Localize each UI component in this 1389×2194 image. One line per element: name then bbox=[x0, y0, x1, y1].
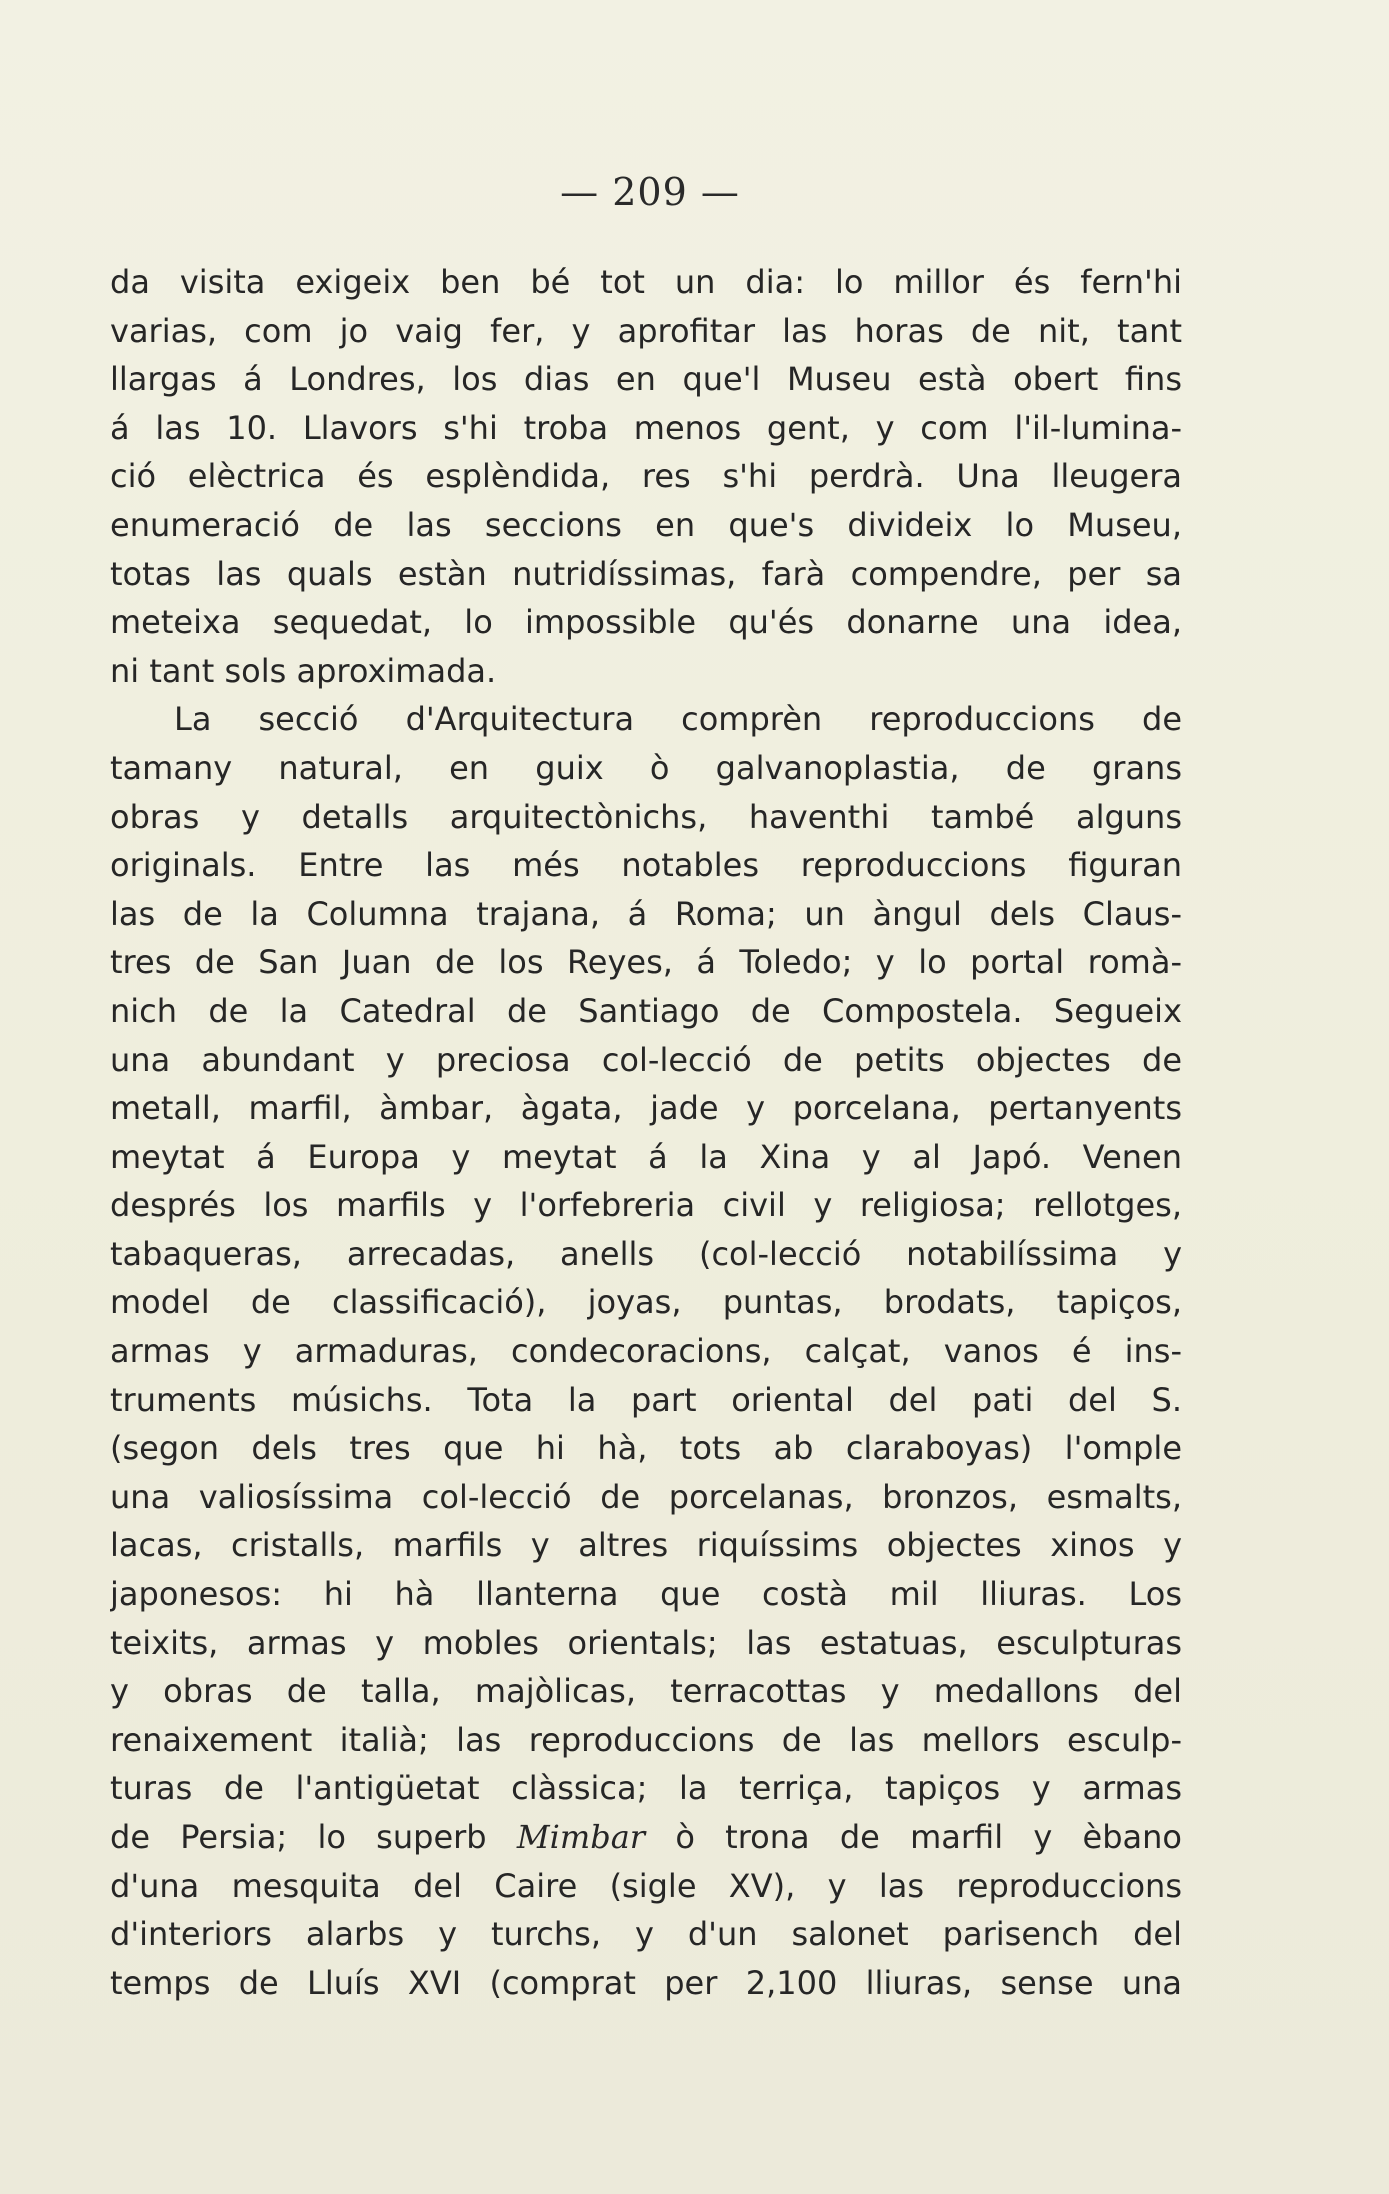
text-line: da visita exigeix ben bé tot un dia: lo millor és fern'hi bbox=[110, 263, 1182, 301]
text-line: llargas á Londres, los dias en que'l Museu està obert fins bbox=[110, 360, 1182, 399]
body-text bbox=[110, 258, 1182, 2007]
text-line bbox=[110, 1813, 1182, 1862]
text-line: originals. Entre las més notables reproduccions figuran bbox=[110, 846, 1182, 885]
page-number: — 209 — bbox=[560, 170, 740, 214]
text-line: tres de San Juan de los Reyes, á Toledo; y lo portal romà- bbox=[110, 943, 1182, 982]
text-line: una abundant y preciosa col-lecció de petits objectes de bbox=[110, 1040, 1182, 1079]
text-line: turas de l'antigüetat clàssica; la terriça, tapiços y armas bbox=[110, 1769, 1182, 1808]
text-segment: de Persia; lo superb bbox=[110, 1818, 517, 1856]
text-line: meteixa sequedat, lo impossible qu'és donarne una idea, bbox=[110, 603, 1182, 642]
text-line: varias, com jo vaig fer, y aprofitar las horas de nit, tant bbox=[110, 311, 1182, 350]
text-line: las de la Columna trajana, á Roma; un àngul dels Claus- bbox=[110, 894, 1182, 933]
text-segment: ò trona de marfil y èbano bbox=[645, 1818, 1182, 1856]
text-line: d'interiors alarbs y turchs, y d'un salonet parisench del bbox=[110, 1915, 1182, 1954]
text-line: japonesos: hi hà llanterna que costà mil lliuras. Los bbox=[110, 1575, 1182, 1614]
text-line: y obras de talla, majòlicas, terracottas y medallons del bbox=[110, 1672, 1182, 1711]
text-line: (segon dels tres que hi hà, tots ab claraboyas) l'omple bbox=[110, 1429, 1182, 1468]
text-line: totas las quals estàn nutridíssimas, farà compendre, per sa bbox=[110, 554, 1182, 593]
text-line: ni tant sols aproximada. bbox=[110, 651, 497, 690]
text-line: enumeració de las seccions en que's divideix lo Museu, bbox=[110, 505, 1182, 544]
text-line: teixits, armas y mobles orientals; las estatuas, esculpturas bbox=[110, 1623, 1182, 1662]
text-line: tabaqueras, arrecadas, anells (col-lecció notabilíssima y bbox=[110, 1234, 1182, 1273]
text-line: truments músichs. Tota la part oriental del pati del S. bbox=[110, 1380, 1182, 1419]
text-line: armas y armaduras, condecoracions, calçat, vanos é ins- bbox=[110, 1332, 1182, 1371]
text-line: model de classificació), joyas, puntas, brodats, tapiços, bbox=[110, 1283, 1182, 1322]
text-line: després los marfils y l'orfebreria civil y religiosa; rellotges, bbox=[110, 1186, 1182, 1225]
text-line: d'una mesquita del Caire (sigle XV), y las reproduccions bbox=[110, 1866, 1182, 1905]
text-line: temps de Lluís XVI (comprat per 2,100 lliuras, sense una bbox=[110, 1963, 1182, 2002]
text-line: renaixement italià; las reproduccions de las mellors esculp- bbox=[110, 1720, 1182, 1759]
text-line: metall, marfil, àmbar, àgata, jade y porcelana, pertanyents bbox=[110, 1089, 1182, 1128]
text-line: tamany natural, en guix ò galvanoplastia, de grans bbox=[110, 748, 1182, 787]
text-line: una valiosíssima col-lecció de porcelanas, bronzos, esmalts, bbox=[110, 1477, 1182, 1516]
text-line: meytat á Europa y meytat á la Xina y al Japó. Venen bbox=[110, 1137, 1182, 1176]
text-line: obras y detalls arquitectònichs, haventhi també alguns bbox=[110, 797, 1182, 836]
text-line: La secció d'Arquitectura comprèn reproduccions de bbox=[174, 700, 1182, 739]
italic-term: Mimbar bbox=[516, 1818, 646, 1856]
text-line: á las 10. Llavors s'hi troba menos gent, y com l'il-lumina- bbox=[110, 408, 1182, 447]
text-line: nich de la Catedral de Santiago de Compostela. Segueix bbox=[110, 991, 1182, 1030]
text-line: lacas, cristalls, marfils y altres riquíssims objectes xinos y bbox=[110, 1526, 1182, 1565]
text-line: ció elèctrica és esplèndida, res s'hi perdrà. Una lleugera bbox=[110, 457, 1182, 496]
